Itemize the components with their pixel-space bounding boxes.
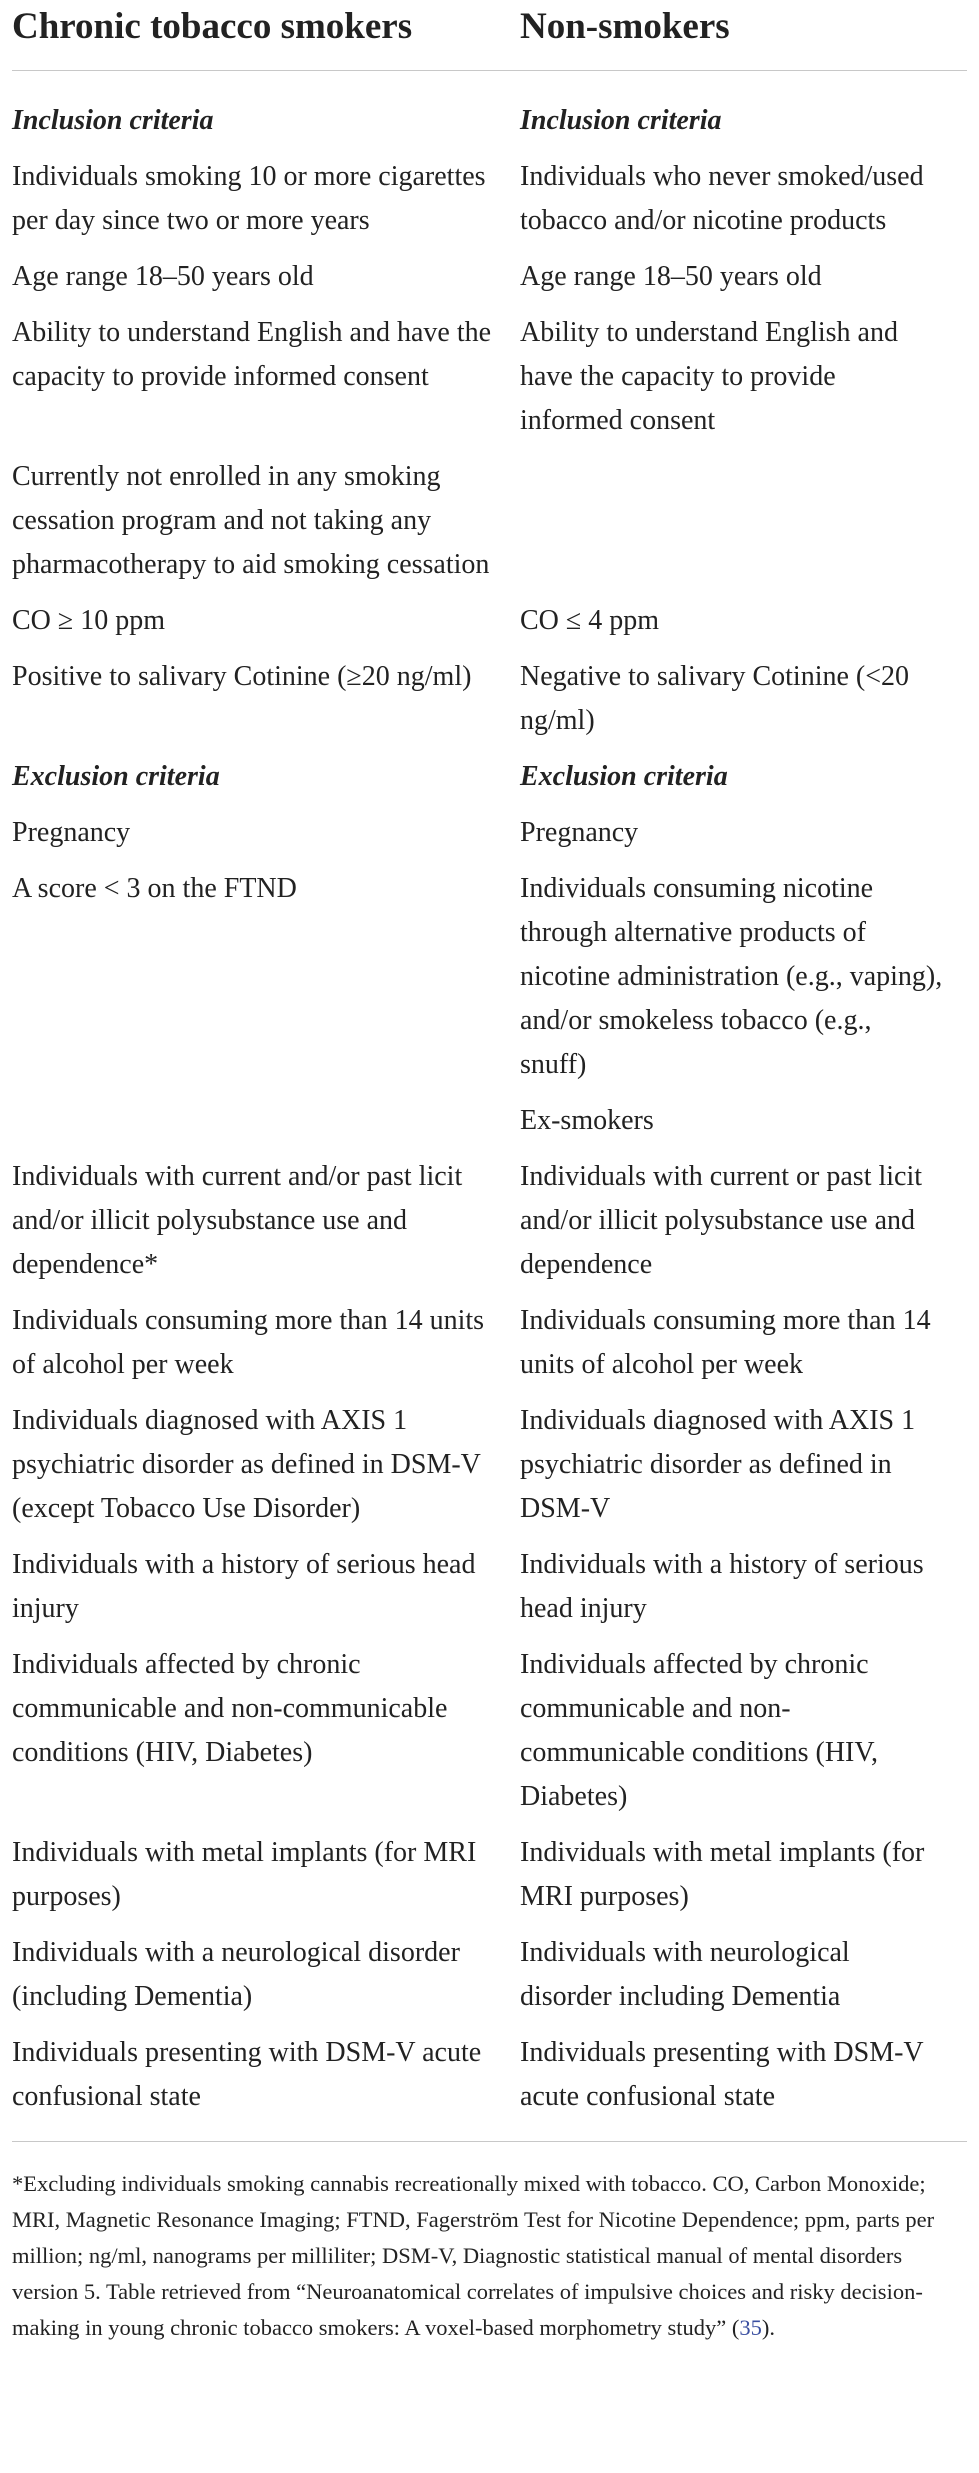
smokers-cell: Ability to understand English and have the capacity to provide informed consent <box>12 317 492 392</box>
smokers-cell: Currently not enrolled in any smoking cessation program and not taking any pharmacotherapy to aid smoking cessation <box>12 461 490 580</box>
table-header-row <box>12 0 967 71</box>
smokers-cell: Individuals consuming more than 14 units of alcohol per week <box>12 1305 485 1380</box>
table-row <box>12 255 967 311</box>
table-row <box>12 155 967 255</box>
non-smokers-cell <box>520 455 967 599</box>
non-smokers-cell: Pregnancy <box>520 817 639 848</box>
footnote-end: ). <box>761 2315 775 2340</box>
smokers-cell: Individuals diagnosed with AXIS 1 psychiatric disorder as defined in DSM-V (except Tobacco Use Disorder) <box>12 1405 481 1524</box>
table-row <box>12 599 967 655</box>
smokers-cell <box>12 1099 520 1155</box>
table-footnote <box>12 2142 967 2346</box>
non-smokers-cell: Individuals who never smoked/used tobacco and/or nicotine products <box>520 161 924 236</box>
table-row <box>12 655 967 755</box>
smokers-cell: Individuals with a history of serious head injury <box>12 1549 476 1624</box>
table-row <box>12 1543 967 1643</box>
table-row <box>12 2031 967 2141</box>
non-smokers-cell: Individuals with neurological disorder including Dementia <box>520 1937 850 2012</box>
non-smokers-cell: Individuals consuming nicotine through alternative products of nicotine administration (e.g., vaping), and/or smokeless tobacco (e.g., snuff) <box>520 873 943 1080</box>
table-row <box>12 1931 967 2031</box>
table-row <box>12 811 967 867</box>
non-smokers-cell: Negative to salivary Cotinine (<20 ng/ml) <box>520 661 910 736</box>
non-smokers-cell: Individuals presenting with DSM-V acute confusional state <box>520 2037 924 2112</box>
smokers-cell: Individuals presenting with DSM-V acute confusional state <box>12 2037 482 2112</box>
non-smokers-cell: Exclusion criteria <box>520 761 728 792</box>
criteria-table <box>12 0 967 2141</box>
non-smokers-cell: Individuals consuming more than 14 units of alcohol per week <box>520 1305 931 1380</box>
smokers-cell: CO ≥ 10 ppm <box>12 605 166 636</box>
smokers-cell: Age range 18–50 years old <box>12 261 314 292</box>
table-row <box>12 867 967 1099</box>
section-header-row <box>12 755 967 811</box>
table-row <box>12 1399 967 1543</box>
non-smokers-cell: Age range 18–50 years old <box>520 261 822 292</box>
section-header-row <box>12 71 967 156</box>
non-smokers-cell: Individuals with a history of serious head injury <box>520 1549 924 1624</box>
table-row <box>12 1299 967 1399</box>
table-body <box>12 71 967 2142</box>
table-row <box>12 1155 967 1299</box>
smokers-cell: Individuals affected by chronic communicable and non-communicable conditions (HIV, Diabetes) <box>12 1649 448 1768</box>
table-row <box>12 311 967 455</box>
smokers-cell: Individuals with current and/or past licit and/or illicit polysubstance use and dependence* <box>12 1161 463 1280</box>
non-smokers-cell: Individuals with metal implants (for MRI purposes) <box>520 1837 925 1912</box>
smokers-cell: Pregnancy <box>12 817 131 848</box>
non-smokers-cell: Ex-smokers <box>520 1105 654 1136</box>
non-smokers-cell: Individuals with current or past licit and/or illicit polysubstance use and dependence <box>520 1161 923 1280</box>
smokers-cell: Individuals with metal implants (for MRI purposes) <box>12 1837 477 1912</box>
table-row <box>12 1099 967 1155</box>
non-smokers-cell: Inclusion criteria <box>520 105 722 136</box>
smokers-cell: Individuals smoking 10 or more cigarettes per day since two or more years <box>12 161 486 236</box>
table-row <box>12 455 967 599</box>
non-smokers-cell: Individuals diagnosed with AXIS 1 psychiatric disorder as defined in DSM-V <box>520 1405 916 1524</box>
header-smokers: Chronic tobacco smokers <box>12 0 520 71</box>
smokers-cell: Positive to salivary Cotinine (≥20 ng/ml) <box>12 661 472 692</box>
non-smokers-cell: Ability to understand English and have the capacity to provide informed consent <box>520 317 898 436</box>
footnote-text: *Excluding individuals smoking cannabis recreationally mixed with tobacco. CO, Carbon Monoxide; MRI, Magnetic Resonance Imaging; FTND, Fagerström Test for Nicotine Dependence; ppm, parts per million; ng/ml, nanograms per milliliter; DSM-V, Diagnostic statistical manual of mental disorders version 5. Table retrieved from “Neuroanatomical correlates of impulsive choices and risky decision-making in young chronic tobacco smokers: A voxel-based morphometry study” ( <box>12 2171 935 2340</box>
smokers-cell: Individuals with a neurological disorder (including Dementia) <box>12 1937 460 2012</box>
table-row <box>12 1831 967 1931</box>
header-non-smokers: Non-smokers <box>520 0 967 71</box>
table-row <box>12 1643 967 1831</box>
smokers-cell: A score < 3 on the FTND <box>12 873 297 904</box>
reference-link[interactable]: 35 <box>739 2315 762 2340</box>
smokers-cell: Inclusion criteria <box>12 105 214 136</box>
smokers-cell: Exclusion criteria <box>12 761 220 792</box>
non-smokers-cell: CO ≤ 4 ppm <box>520 605 660 636</box>
non-smokers-cell: Individuals affected by chronic communicable and non-communicable conditions (HIV, Diabetes) <box>520 1649 878 1812</box>
